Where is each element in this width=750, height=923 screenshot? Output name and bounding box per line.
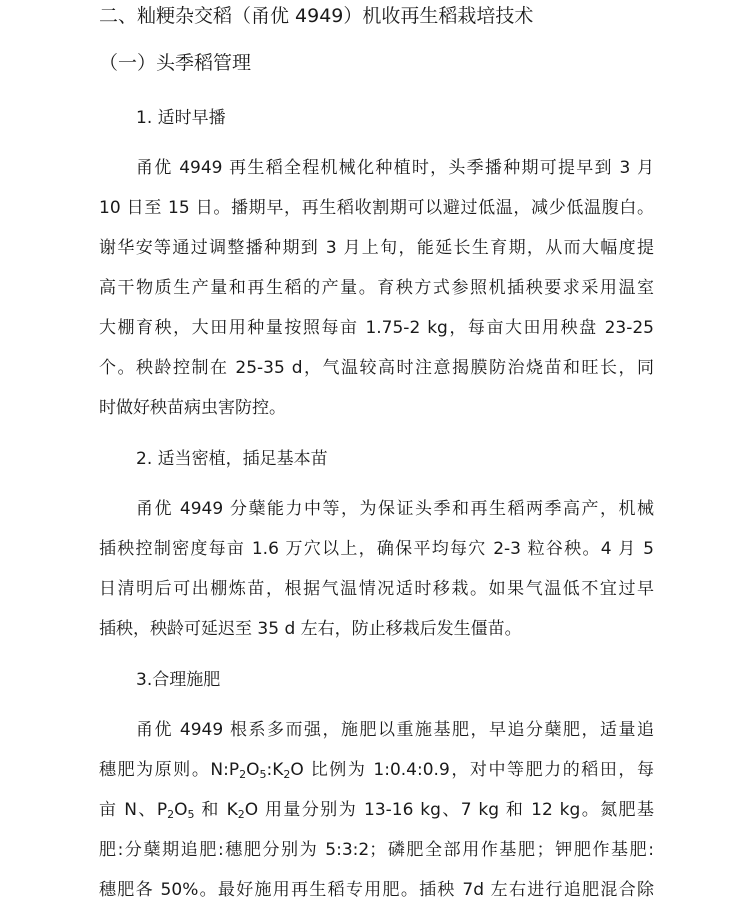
text-run: :K [266, 760, 284, 780]
subscript: 2 [283, 768, 291, 781]
subscript: 5 [187, 808, 195, 821]
text-run: 穗肥为原则。N:P [99, 760, 240, 780]
subscript: 2 [167, 808, 175, 821]
paragraph-line: 插秧控制密度每亩 1.6 万穴以上，确保平均每穴 2-3 粒谷秧。4 月 5 [99, 539, 654, 559]
section-heading: （一）头季稻管理 [99, 52, 252, 74]
paragraph-line: 大棚育秧，大田用种量按照每亩 1.75-2 kg，每亩大田用秧盘 23-25 [99, 318, 654, 338]
text-run: O [174, 800, 188, 820]
subsection-heading: 1. 适时早播 [136, 108, 226, 128]
text-run: 和 K [194, 800, 238, 820]
paragraph-line: 日清明后可出棚炼苗，根据气温情况适时移栽。如果气温低不宜过早 [99, 579, 654, 599]
paragraph-line: 插秧，秧龄可延迟至 35 d 左右，防止移栽后发生僵苗。 [99, 619, 522, 639]
subscript: 2 [237, 808, 245, 821]
text-run: O 比例为 1:0.4:0.9，对中等肥力的稻田，每 [290, 760, 655, 780]
paragraph-line: 肥:分蘖期追肥:穗肥分别为 5:3:2；磷肥全部用作基肥；钾肥作基肥: [99, 840, 654, 860]
paragraph-line: 穗肥各 50%。最好施用再生稻专用肥。插秧 7d 左右进行追肥混合除 [99, 880, 654, 900]
subsection-heading: 2. 适当密植，插足基本苗 [136, 449, 328, 469]
paragraph-line [99, 755, 654, 785]
paragraph-line: 时做好秧苗病虫害防控。 [99, 398, 286, 418]
subscript: 2 [239, 768, 247, 781]
paragraph-line: 甬优 4949 分蘖能力中等，为保证头季和再生稻两季高产，机械 [136, 499, 654, 519]
paragraph-line: 谢华安等通过调整播种期到 3 月上旬，能延长生育期，从而大幅度提 [99, 238, 654, 258]
paragraph-line: 甬优 4949 根系多而强，施肥以重施基肥，早追分蘖肥，适量追 [136, 720, 654, 740]
text-run: O [246, 760, 260, 780]
paragraph-line [99, 795, 654, 825]
subsection-heading: 3.合理施肥 [136, 670, 221, 690]
text-run: 亩 N、P [99, 800, 168, 820]
paragraph-line: 个。秧龄控制在 25-35 d，气温较高时注意揭膜防治烧苗和旺长，同 [99, 358, 654, 378]
paragraph-line: 高干物质生产量和再生稻的产量。育秧方式参照机插秧要求采用温室 [99, 278, 654, 298]
paragraph-line: 甬优 4949 再生稻全程机械化种植时，头季播种期可提早到 3 月 [136, 158, 654, 178]
paragraph-line: 10 日至 15 日。播期早，再生稻收割期可以避过低温，减少低温腹白。 [99, 198, 654, 218]
document-title: 二、籼粳杂交稻（甬优 4949）机收再生稻栽培技术 [99, 5, 534, 27]
text-run: O 用量分别为 13-16 kg、7 kg 和 12 kg。氮肥基 [244, 800, 654, 820]
subscript: 5 [259, 768, 267, 781]
